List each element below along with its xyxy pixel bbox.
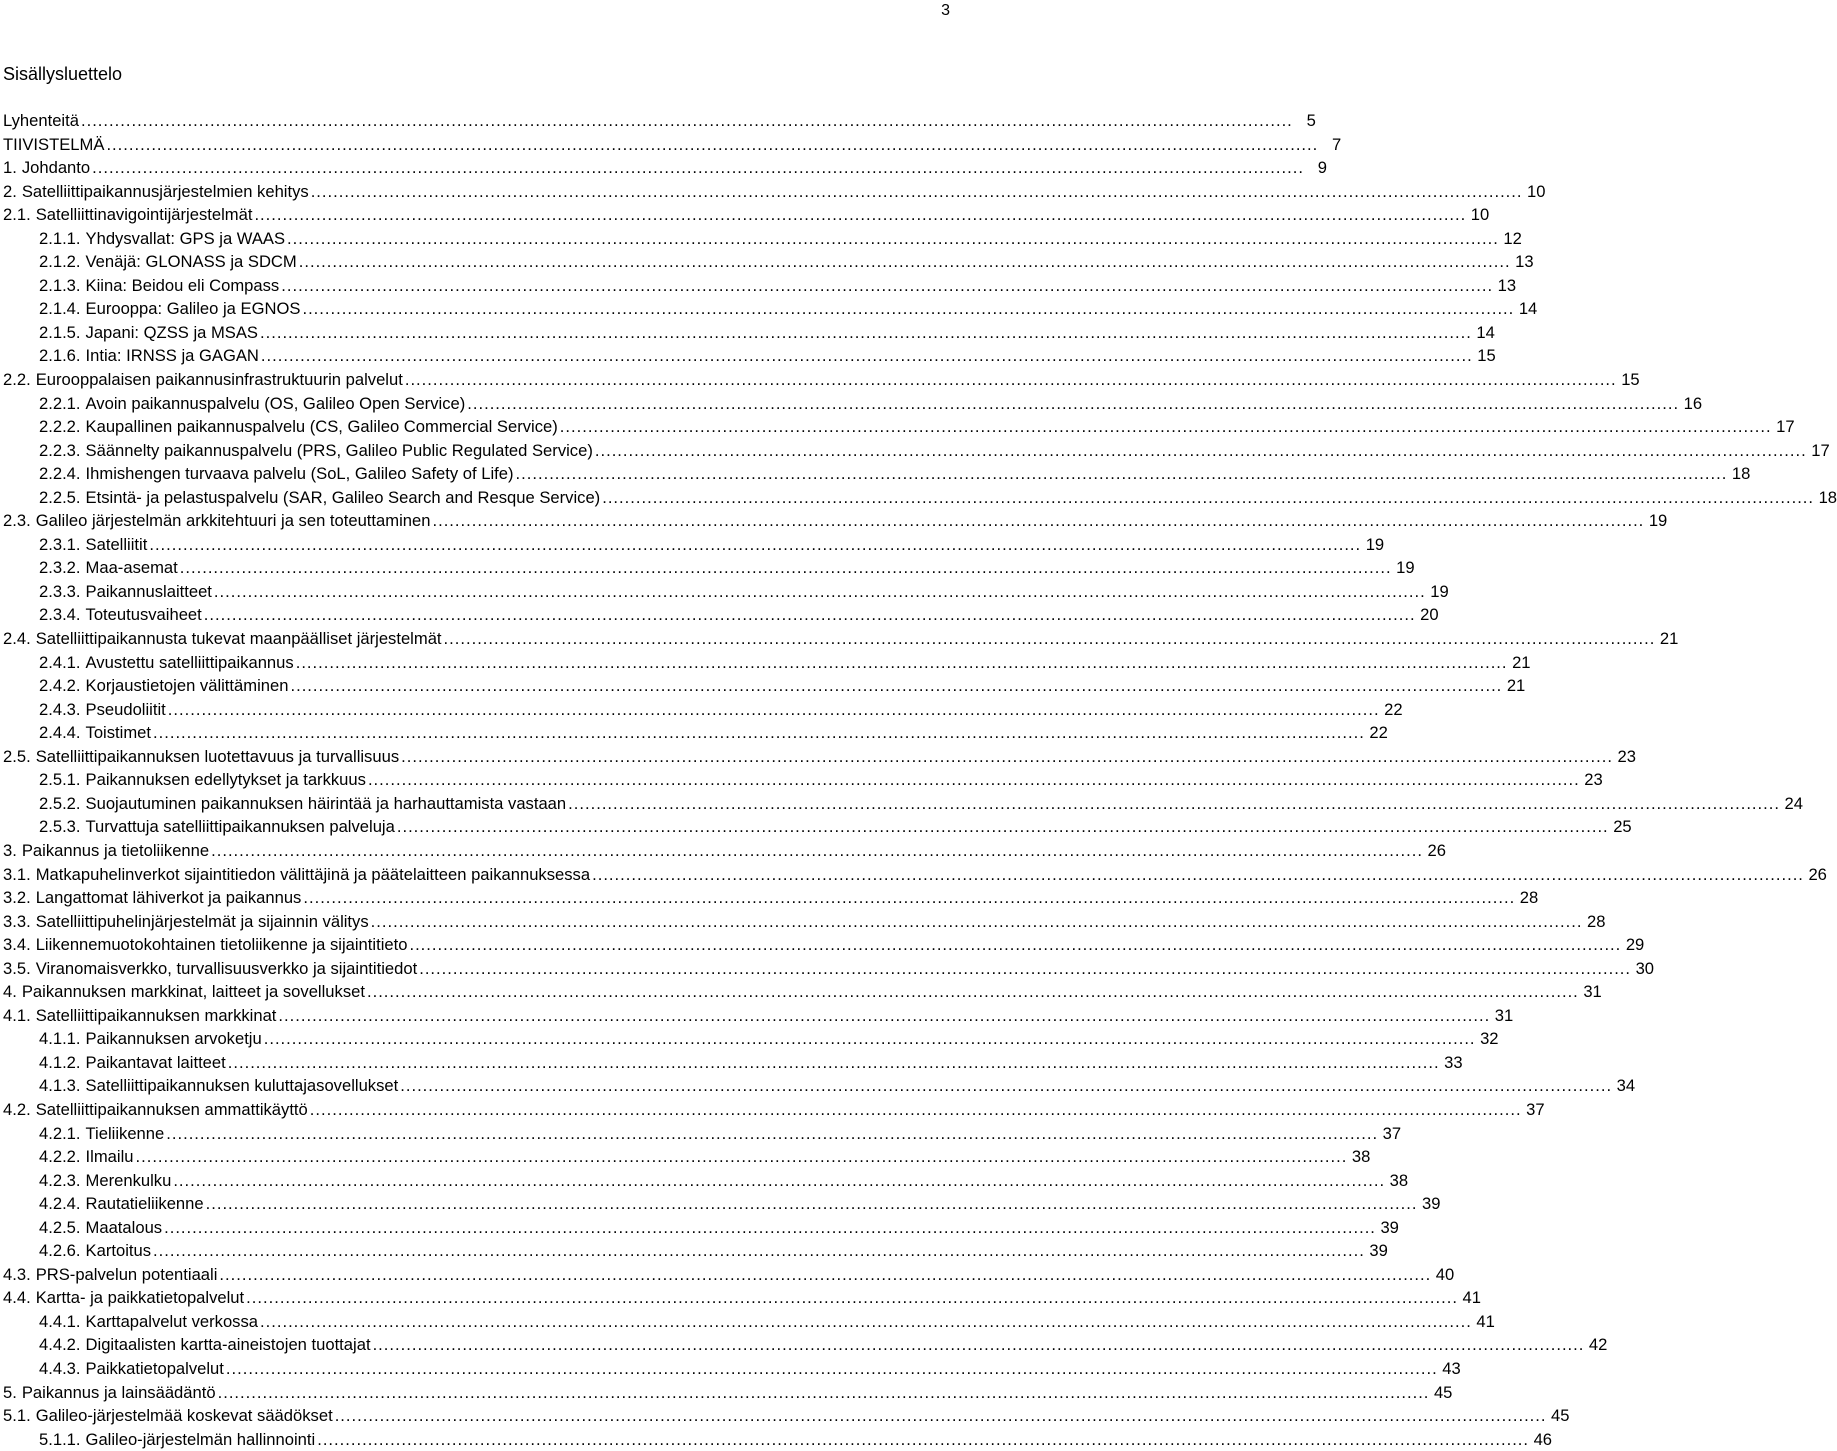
toc-entry-page: 9 <box>1317 158 1327 178</box>
toc-entry-number: 4.4.3. <box>39 1358 81 1378</box>
toc-entry-title: Pseudoliitit <box>85 699 166 719</box>
toc-entry-page: 13 <box>1497 275 1517 295</box>
toc-entry[interactable] <box>3 721 1388 745</box>
toc-entry[interactable] <box>3 863 1827 887</box>
toc-entry-page: 22 <box>1384 699 1403 719</box>
dot-leader <box>595 439 1807 463</box>
toc-entry-page: 20 <box>1420 605 1439 625</box>
toc-entry-page: 37 <box>1526 1099 1545 1119</box>
toc-entry-title: Johdanto <box>21 158 91 178</box>
toc-entry[interactable] <box>3 133 1342 157</box>
toc-entry-title: Paikannus ja tietoliikenne <box>21 840 210 860</box>
dot-leader <box>261 344 1473 368</box>
toc-entry-title: Liikennemuotokohtainen tietoliikenne ja sijaintitieto <box>35 935 408 955</box>
toc-entry-title: PRS-palvelun potentiaali <box>35 1264 218 1284</box>
toc-entry[interactable] <box>3 603 1439 627</box>
toc-entry-number: 4.4.2. <box>39 1335 81 1355</box>
dot-leader <box>92 156 1304 180</box>
toc-entry-title: Toteutusvaiheet <box>85 605 202 625</box>
dot-leader <box>592 863 1804 887</box>
toc-entry-page: 19 <box>1396 558 1415 578</box>
toc-entry-number: 2.4.2. <box>39 676 81 696</box>
dot-leader <box>106 133 1318 157</box>
toc-entry[interactable] <box>3 203 1490 227</box>
toc-entry-title: Venäjä: GLONASS ja SDCM <box>85 252 297 272</box>
toc-entry-number: 2.1.6. <box>39 346 81 366</box>
toc-entry-page: 41 <box>1476 1311 1495 1331</box>
toc-entry-number: 3. <box>3 840 17 860</box>
dot-leader <box>135 1145 1347 1169</box>
toc-entry-number: 2.3.4. <box>39 605 81 625</box>
toc-entry-page: 14 <box>1476 322 1495 342</box>
toc-entry-page: 26 <box>1808 864 1827 884</box>
toc-entry-number: 2.3.2. <box>39 558 81 578</box>
dot-leader <box>317 1428 1529 1451</box>
toc-entry-number: 2.2.4. <box>39 464 81 484</box>
toc-entry-title: Ihmishengen turvaava palvelu (SoL, Galileo Safety of Life) <box>85 464 514 484</box>
toc-entry[interactable] <box>3 745 1636 769</box>
toc-entry[interactable] <box>3 156 1327 180</box>
toc-entry-title: Avustettu satelliittipaikannus <box>85 652 294 672</box>
toc-entry-number: 4.2.6. <box>39 1241 81 1261</box>
dot-leader <box>153 721 1365 745</box>
toc-entry[interactable] <box>3 227 1522 251</box>
toc-entry-page: 10 <box>1470 205 1490 225</box>
dot-leader <box>299 250 1511 274</box>
toc-entry-number: 4.1. <box>3 1005 31 1025</box>
toc-entry-page: 19 <box>1430 581 1449 601</box>
toc-entry-title: Satelliittipaikannuksen kuluttajasovellukset <box>85 1076 399 1096</box>
toc-entry-number: 4.2.5. <box>39 1217 81 1237</box>
dot-leader <box>373 1333 1585 1357</box>
dot-leader <box>218 1381 1430 1405</box>
toc-entry-page: 15 <box>1621 370 1640 390</box>
toc-entry-page: 42 <box>1588 1335 1608 1355</box>
toc-entry-title: Viranomaisverkko, turvallisuusverkko ja sijaintitiedot <box>35 958 418 978</box>
toc-entry-page: 21 <box>1659 629 1679 649</box>
dot-leader <box>335 1404 1547 1428</box>
dot-leader <box>568 792 1780 816</box>
toc-entry-title: Kaupallinen paikannuspalvelu (CS, Galileo Commercial Service) <box>85 417 558 437</box>
toc-entry-page: 28 <box>1587 911 1606 931</box>
toc-entry-number: 5.1. <box>3 1406 31 1426</box>
dot-leader <box>296 651 1508 675</box>
toc-entry-page: 23 <box>1617 746 1636 766</box>
toc-entry-number: 4. <box>3 982 17 1002</box>
toc-entry-number: 2.4.1. <box>39 652 81 672</box>
toc-entry[interactable] <box>3 768 1603 792</box>
toc-entry-title: Kartoitus <box>85 1241 152 1261</box>
toc-entry-title: Galileo järjestelmän arkkitehtuuri ja sen toteuttaminen <box>35 511 431 531</box>
toc-entry-number: 2.2. <box>3 370 31 390</box>
toc-entry-number: 3.2. <box>3 888 31 908</box>
dot-leader <box>419 957 1631 981</box>
toc-entry-page: 22 <box>1369 723 1388 743</box>
toc-entry-page: 24 <box>1784 793 1803 813</box>
dot-leader <box>560 415 1772 439</box>
toc-entry[interactable] <box>3 439 1830 463</box>
toc-entry[interactable] <box>3 674 1526 698</box>
toc-entry-page: 31 <box>1583 982 1602 1002</box>
toc-entry-page: 30 <box>1635 958 1655 978</box>
toc-entry[interactable] <box>3 1286 1481 1310</box>
dot-leader <box>444 627 1656 651</box>
toc-entry[interactable] <box>3 1004 1514 1028</box>
toc-entry-title: Satelliitit <box>85 534 148 554</box>
toc-entry-title: Paikannuksen markkinat, laitteet ja sovellukset <box>21 982 365 1002</box>
toc-entry-title: Tieliikenne <box>85 1123 165 1143</box>
toc-entry-number: 2.2.3. <box>39 440 81 460</box>
toc-entry-page: 19 <box>1648 511 1668 531</box>
toc-entry-title: Satelliittipaikannusjärjestelmien kehitys <box>21 181 309 201</box>
dot-leader <box>214 580 1426 604</box>
toc-entry-number: 2.3.1. <box>39 534 81 554</box>
toc-entry-title: Maatalous <box>85 1217 163 1237</box>
toc-entry[interactable] <box>3 839 1446 863</box>
toc-entry-title: Avoin paikannuspalvelu (OS, Galileo Open Service) <box>85 393 466 413</box>
toc-entry-number: 4.2.1. <box>39 1123 81 1143</box>
toc-entry-title: Rautatieliikenne <box>85 1194 204 1214</box>
toc-entry[interactable] <box>3 109 1316 133</box>
toc-entry[interactable] <box>3 1428 1553 1451</box>
toc-entry-number: 2.4.4. <box>39 723 81 743</box>
toc-entry-page: 34 <box>1616 1076 1636 1096</box>
toc-entry-title: Karttapalvelut verkossa <box>85 1311 259 1331</box>
dot-leader <box>287 227 1499 251</box>
toc-entry-number: 2.4. <box>3 629 31 649</box>
dot-leader <box>228 1051 1440 1075</box>
toc-entry[interactable] <box>3 698 1403 722</box>
toc-entry[interactable] <box>3 910 1606 934</box>
dot-leader <box>166 1122 1378 1146</box>
toc-entry-page: 39 <box>1380 1217 1399 1237</box>
toc-entry[interactable] <box>3 1122 1402 1146</box>
dot-leader <box>400 1074 1612 1098</box>
dot-leader <box>264 1027 1476 1051</box>
toc-entry-number: 4.1.3. <box>39 1076 81 1096</box>
toc-entry-number: 2.1.4. <box>39 299 81 319</box>
toc-entry-number: 4.4.1. <box>39 1311 81 1331</box>
toc-entry-page: 45 <box>1433 1382 1453 1402</box>
dot-leader <box>281 274 1493 298</box>
toc-entry-title: Paikannuksen arvoketju <box>85 1029 262 1049</box>
dot-leader <box>516 462 1728 486</box>
dot-leader <box>467 392 1679 416</box>
toc-entry-page: 17 <box>1776 417 1795 437</box>
toc-entry-number: 2.5.3. <box>39 817 81 837</box>
toc-entry-title: Kartta- ja paikkatietopalvelut <box>35 1288 245 1308</box>
toc-entry-title: Paikannuslaitteet <box>85 581 212 601</box>
dot-leader <box>278 1004 1490 1028</box>
toc-entry-title: Japani: QZSS ja MSAS <box>85 322 258 342</box>
toc-entry-number: 1. <box>3 158 17 178</box>
dot-leader <box>303 886 1515 910</box>
toc-entry-title: Satelliittipuhelinjärjestelmät ja sijainnin välitys <box>35 911 369 931</box>
toc-entry-page: 17 <box>1811 440 1830 460</box>
dot-leader <box>405 368 1617 392</box>
toc-entry-number: 2.3. <box>3 511 31 531</box>
toc-entry[interactable] <box>3 1027 1499 1051</box>
toc-entry-number: 4.2.2. <box>39 1147 81 1167</box>
toc-entry[interactable] <box>3 297 1538 321</box>
toc-entry-title: Paikannus ja lainsäädäntö <box>21 1382 216 1402</box>
toc-entry-page: 7 <box>1332 134 1342 154</box>
dot-leader <box>409 933 1621 957</box>
toc-entry-number: 2.3.3. <box>39 581 81 601</box>
toc-entry[interactable] <box>3 1074 1636 1098</box>
toc-entry-page: 32 <box>1480 1029 1499 1049</box>
toc-entry[interactable] <box>3 1404 1570 1428</box>
dot-leader <box>219 1263 1431 1287</box>
toc-entry-title: Suojautuminen paikannuksen häirintää ja harhauttamista vastaan <box>85 793 567 813</box>
toc-entry-title: Matkapuhelinverkot sijaintitiedon välittäjinä ja päätelaitteen paikannuksessa <box>35 864 591 884</box>
dot-leader <box>168 698 1380 722</box>
dot-leader <box>397 815 1609 839</box>
toc-entry-number: 4.2.3. <box>39 1170 81 1190</box>
dot-leader <box>246 1286 1458 1310</box>
toc-entry-number: 2.2.5. <box>39 487 81 507</box>
toc-entry[interactable] <box>3 1145 1371 1169</box>
toc-entry-number: 2.5.1. <box>39 770 81 790</box>
toc-entry-number: 3.1. <box>3 864 31 884</box>
toc-entry-number: 3.3. <box>3 911 31 931</box>
toc-entry-title: Eurooppa: Galileo ja EGNOS <box>85 299 301 319</box>
toc-entry[interactable] <box>3 1381 1453 1405</box>
toc-entry-title: Galileo-järjestelmää koskevat säädökset <box>35 1406 333 1426</box>
toc-entry[interactable] <box>3 980 1602 1004</box>
dot-leader <box>81 109 1293 133</box>
toc-entry-page: 28 <box>1519 888 1539 908</box>
toc-entry[interactable] <box>3 792 1803 816</box>
dot-leader <box>367 980 1579 1004</box>
toc-entry-title: Toistimet <box>85 723 151 743</box>
toc-entry-title: Lyhenteitä <box>3 111 79 130</box>
toc-entry-number: 2. <box>3 181 17 201</box>
dot-leader <box>368 768 1580 792</box>
toc-entry-page: 5 <box>1306 111 1316 130</box>
toc-entry-page: 40 <box>1435 1264 1455 1284</box>
toc-entry-page: 29 <box>1625 935 1645 955</box>
toc-entry-number: 2.1.2. <box>39 252 81 272</box>
toc-entry-page: 14 <box>1518 299 1538 319</box>
toc-entry[interactable] <box>3 627 1679 651</box>
toc-entry-title: Eurooppalaisen paikannusinfrastruktuurin palvelut <box>35 370 403 390</box>
toc-entry[interactable] <box>3 250 1534 274</box>
toc-entry-page: 25 <box>1613 817 1632 837</box>
dot-leader <box>602 486 1814 510</box>
toc-entry-title: Langattomat lähiverkot ja paikannus <box>35 888 302 908</box>
toc-entry[interactable] <box>3 1357 1461 1381</box>
toc-entry-number: 2.2.1. <box>39 393 81 413</box>
toc-entry[interactable] <box>3 344 1496 368</box>
toc-entry[interactable] <box>3 180 1546 204</box>
page-number: 3 <box>941 2 950 19</box>
toc-entry-page: 39 <box>1421 1194 1441 1214</box>
toc-entry-title: Satelliittipaikannuksen ammattikäyttö <box>35 1099 308 1119</box>
dot-leader <box>226 1357 1438 1381</box>
toc-entry[interactable] <box>3 886 1539 910</box>
toc-entry[interactable] <box>3 368 1640 392</box>
toc-entry-page: 38 <box>1351 1147 1371 1167</box>
dot-leader <box>260 321 1472 345</box>
toc-entry-number: 2.1.1. <box>39 228 81 248</box>
toc-entry-title: Yhdysvallat: GPS ja WAAS <box>85 228 286 248</box>
dot-leader <box>206 1192 1418 1216</box>
toc-entry-page: 38 <box>1389 1170 1409 1190</box>
toc-entry-page: 26 <box>1427 840 1446 860</box>
dot-leader <box>173 1169 1385 1193</box>
toc-entry-number: 2.1.5. <box>39 322 81 342</box>
toc-entry[interactable] <box>3 533 1385 557</box>
toc-entry-title: Turvattuja satelliittipaikannuksen palveluja <box>85 817 395 837</box>
toc-entry[interactable] <box>3 1310 1495 1334</box>
toc-entry-title: Etsintä- ja pelastuspalvelu (SAR, Galileo Search and Resque Service) <box>85 487 601 507</box>
toc-entry-page: 21 <box>1506 676 1526 696</box>
toc-entry[interactable] <box>3 1192 1441 1216</box>
toc-entry[interactable] <box>3 1239 1388 1263</box>
dot-leader <box>149 533 1361 557</box>
toc-entry-title: Paikannuksen edellytykset ja tarkkuus <box>85 770 366 790</box>
dot-leader <box>310 1098 1522 1122</box>
toc-entry-page: 19 <box>1365 534 1385 554</box>
toc-entry-title: TIIVISTELMÄ <box>3 134 105 154</box>
dot-leader <box>311 180 1523 204</box>
toc-entry-title: Merenkulku <box>85 1170 172 1190</box>
toc-entry-title: Korjaustietojen välittäminen <box>85 676 289 696</box>
dot-leader <box>260 1310 1472 1334</box>
toc-entry[interactable] <box>3 1263 1455 1287</box>
toc-entry[interactable] <box>3 415 1795 439</box>
toc-entry-number: 5.1.1. <box>39 1429 81 1449</box>
dot-leader <box>204 603 1416 627</box>
dot-leader <box>180 556 1392 580</box>
toc-entry-page: 43 <box>1442 1358 1461 1378</box>
toc-heading: Sisällysluettelo <box>3 64 123 84</box>
toc-entry-number: 4.1.1. <box>39 1029 81 1049</box>
toc-entry[interactable] <box>3 462 1751 486</box>
toc-entry-page: 13 <box>1515 252 1534 272</box>
toc-entry[interactable] <box>3 321 1495 345</box>
toc-entry-title: Intia: IRNSS ja GAGAN <box>85 346 259 366</box>
toc-entry-page: 41 <box>1462 1288 1481 1308</box>
toc-entry-title: Satelliittipaikannuksen markkinat <box>35 1005 277 1025</box>
toc-entry-title: Galileo-järjestelmän hallinnointi <box>85 1429 316 1449</box>
dot-leader <box>432 509 1644 533</box>
toc-entry-number: 2.2.2. <box>39 417 81 437</box>
toc-entry-page: 16 <box>1683 393 1703 413</box>
toc-entry-number: 4.4. <box>3 1288 31 1308</box>
toc-entry-number: 3.5. <box>3 958 31 978</box>
toc-entry-number: 5. <box>3 1382 17 1402</box>
toc-entry[interactable] <box>3 274 1517 298</box>
table-of-contents <box>3 109 1837 1451</box>
dot-leader <box>371 910 1583 934</box>
toc-entry-page: 33 <box>1444 1052 1463 1072</box>
toc-entry-number: 2.1.3. <box>39 275 81 295</box>
toc-entry-title: Digitaalisten kartta-aineistojen tuottajat <box>85 1335 371 1355</box>
toc-entry[interactable] <box>3 1098 1545 1122</box>
toc-entry-number: 2.1. <box>3 205 31 225</box>
toc-entry[interactable] <box>3 815 1632 839</box>
toc-entry-number: 4.3. <box>3 1264 31 1284</box>
toc-entry-page: 23 <box>1584 770 1603 790</box>
toc-entry-title: Säännelty paikannuspalvelu (PRS, Galileo Public Regulated Service) <box>85 440 593 460</box>
toc-entry-number: 2.4.3. <box>39 699 81 719</box>
toc-entry-title: Satelliittinavigointijärjestelmät <box>35 205 253 225</box>
dot-leader <box>153 1239 1365 1263</box>
toc-entry-number: 2.5. <box>3 746 31 766</box>
dot-leader <box>164 1216 1376 1240</box>
toc-entry-title: Paikkatietopalvelut <box>85 1358 224 1378</box>
toc-entry-number: 3.4. <box>3 935 31 955</box>
dot-leader <box>401 745 1613 769</box>
toc-entry-title: Ilmailu <box>85 1147 134 1167</box>
toc-entry-number: 4.2. <box>3 1099 31 1119</box>
toc-entry[interactable] <box>3 933 1645 957</box>
toc-entry[interactable] <box>3 957 1655 981</box>
toc-entry[interactable] <box>3 1216 1399 1240</box>
toc-entry-page: 37 <box>1382 1123 1402 1143</box>
toc-entry[interactable] <box>3 1169 1409 1193</box>
toc-entry[interactable] <box>3 651 1531 675</box>
toc-entry-page: 31 <box>1494 1005 1514 1025</box>
toc-entry-page: 45 <box>1551 1406 1570 1426</box>
toc-entry-page: 39 <box>1369 1241 1388 1261</box>
toc-entry[interactable] <box>3 392 1703 416</box>
dot-leader <box>211 839 1423 863</box>
toc-entry[interactable] <box>3 580 1449 604</box>
toc-entry-page: 21 <box>1512 652 1531 672</box>
toc-entry[interactable] <box>3 1051 1463 1075</box>
toc-entry-title: Satelliittipaikannusta tukevat maanpäälliset järjestelmät <box>35 629 442 649</box>
toc-entry-page: 46 <box>1533 1429 1553 1449</box>
toc-entry-number: 4.1.2. <box>39 1052 81 1072</box>
toc-entry-number: 4.2.4. <box>39 1194 81 1214</box>
toc-entry-page: 10 <box>1527 181 1546 201</box>
toc-entry[interactable] <box>3 1333 1608 1357</box>
toc-entry[interactable] <box>3 556 1415 580</box>
toc-entry-page: 12 <box>1503 228 1522 248</box>
toc-entry-number: 2.5.2. <box>39 793 81 813</box>
dot-leader <box>254 203 1466 227</box>
toc-entry-page: 18 <box>1818 487 1837 507</box>
dot-leader <box>302 297 1514 321</box>
dot-leader <box>290 674 1502 698</box>
toc-entry-title: Paikantavat laitteet <box>85 1052 226 1072</box>
toc-entry-page: 15 <box>1477 346 1496 366</box>
toc-entry-title: Satelliittipaikannuksen luotettavuus ja turvallisuus <box>35 746 400 766</box>
toc-entry-title: Maa-asemat <box>85 558 178 578</box>
toc-entry-title: Kiina: Beidou eli Compass <box>85 275 280 295</box>
toc-entry-page: 18 <box>1731 464 1751 484</box>
toc-entry[interactable] <box>3 509 1668 533</box>
toc-entry[interactable] <box>3 486 1837 510</box>
